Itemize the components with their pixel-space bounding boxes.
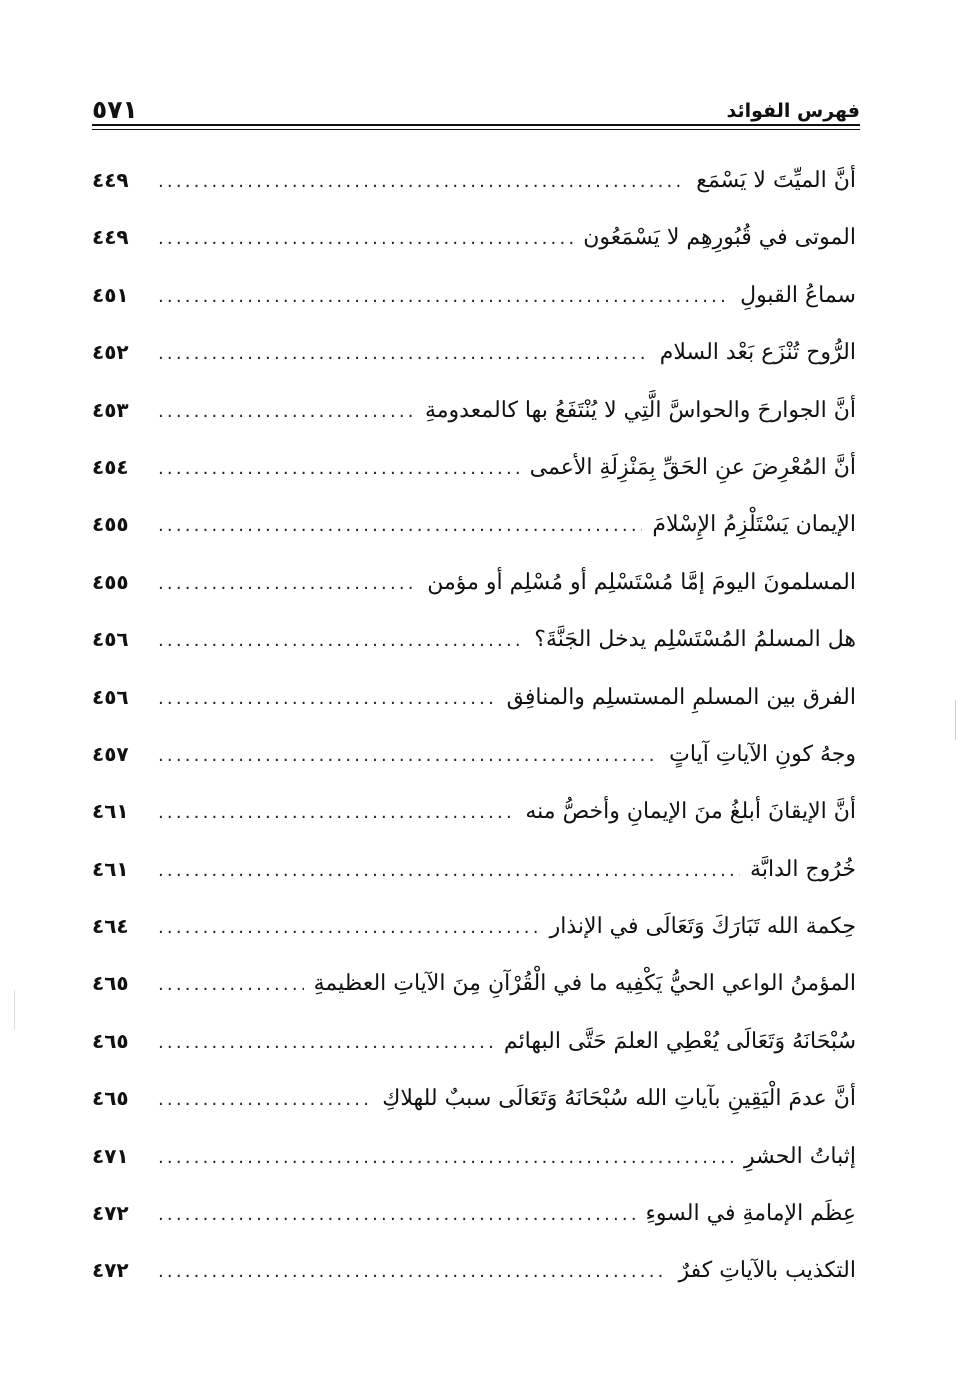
header-rule-thin xyxy=(92,129,860,130)
index-entry xyxy=(92,615,856,672)
header-rule xyxy=(92,124,860,126)
index-entry xyxy=(92,902,856,959)
entry-title: أنَّ عدمَ الْيَقِينِ بآياتِ الله سُبْحَانَهُ وَتَعَالَى سببٌ للهلاكِ xyxy=(382,1086,856,1112)
dot-leader xyxy=(158,460,520,478)
entry-page-number: ٤٥٧ xyxy=(92,741,129,766)
dot-leader xyxy=(158,517,642,535)
entry-title: حِكمة الله تَبَارَكَ وَتَعَالَى في الإنذار xyxy=(549,914,856,940)
dot-leader xyxy=(158,919,540,937)
index-entry xyxy=(92,443,856,500)
dot-leader xyxy=(158,1263,668,1281)
scan-margin-mark xyxy=(955,700,956,740)
entry-page-number: ٤٧٢ xyxy=(92,1201,129,1226)
index-entry xyxy=(92,959,856,1016)
entry-title: وجهُ كونِ الآياتِ آياتٍ xyxy=(669,741,856,767)
index-list xyxy=(92,156,856,1304)
dot-leader xyxy=(158,632,524,650)
entry-title: أنَّ الإيقانَ أبلغُ منَ الإيمانِ وأخصُّ منه xyxy=(525,799,856,825)
entry-title: أنَّ الجوارحَ والحواسَّ الَّتِي لا يُنْتَفَعُ بها كالمعدومةِ xyxy=(424,397,856,423)
entry-title: التكذيب بالآياتِ كفرٌ xyxy=(678,1258,856,1284)
index-entry xyxy=(92,730,856,787)
entry-page-number: ٤٥٦ xyxy=(92,684,129,709)
dot-leader xyxy=(158,1034,494,1052)
dot-leader xyxy=(158,690,497,708)
index-entry xyxy=(92,1132,856,1189)
dot-leader xyxy=(158,1149,734,1167)
index-entry xyxy=(92,1189,856,1246)
index-entry xyxy=(92,386,856,443)
entry-title: المؤمنُ الواعي الحيُّ يَكْفِيه ما في الْقُرْآنِ مِنَ الآياتِ العظيمةِ xyxy=(313,971,856,997)
entry-page-number: ٤٥١ xyxy=(92,282,129,307)
entry-page-number: ٤٦٤ xyxy=(92,914,129,939)
dot-leader xyxy=(158,575,417,593)
entry-title: الإيمان يَسْتَلْزِمُ الإِسْلامَ xyxy=(652,512,856,538)
entry-page-number: ٤٤٩ xyxy=(92,225,129,250)
dot-leader xyxy=(158,1206,635,1224)
entry-title: سماعُ القبولِ xyxy=(740,282,856,308)
entry-page-number: ٤٦٥ xyxy=(92,971,129,996)
index-entry xyxy=(92,787,856,844)
index-entry xyxy=(92,328,856,385)
dot-leader xyxy=(158,862,740,880)
entry-page-number: ٤٥٣ xyxy=(92,397,129,422)
entry-page-number: ٤٤٩ xyxy=(92,168,129,192)
entry-title: خُرُوج الدابَّة xyxy=(750,856,856,882)
header-page-number: ٥٧١ xyxy=(92,95,138,124)
dot-leader xyxy=(158,345,650,363)
index-entry xyxy=(92,271,856,328)
entry-title: إثباتُ الحشرِ xyxy=(743,1143,856,1169)
dot-leader xyxy=(158,804,515,822)
entry-title: هل المسلمُ المُسْتَسْلِم يدخل الجَنَّةَ؟ xyxy=(534,627,856,653)
entry-page-number: ٤٦١ xyxy=(92,856,129,881)
entry-title: أنَّ المُعْرِضَ عنِ الحَقِّ بِمَنْزِلَةِ الأعمى xyxy=(529,454,856,480)
entry-title: سُبْحَانَهُ وَتَعَالَى يُعْطِي العلمَ حَتَّى البهائم xyxy=(503,1028,856,1054)
dot-leader xyxy=(158,747,659,765)
dot-leader xyxy=(158,1091,372,1109)
entry-page-number: ٤٧٢ xyxy=(92,1258,129,1283)
entry-page-number: ٤٧١ xyxy=(92,1143,129,1168)
entry-page-number: ٤٦١ xyxy=(92,799,129,824)
index-entry xyxy=(92,1074,856,1131)
index-entry xyxy=(92,1246,856,1303)
entry-title: الفرق بين المسلمِ المستسلِم والمنافِق xyxy=(506,684,856,710)
entry-page-number: ٤٥٥ xyxy=(92,569,129,594)
entry-page-number: ٤٦٥ xyxy=(92,1086,129,1111)
dot-leader xyxy=(158,403,415,421)
dot-leader xyxy=(158,230,573,248)
scan-margin-mark xyxy=(14,990,15,1030)
entry-page-number: ٤٥٤ xyxy=(92,454,129,479)
index-entry xyxy=(92,500,856,557)
entry-page-number: ٤٥٦ xyxy=(92,627,129,652)
entry-title: الموتى في قُبُورِهِم لا يَسْمَعُون xyxy=(583,225,856,251)
dot-leader xyxy=(158,173,686,191)
index-entry xyxy=(92,156,856,213)
index-entry xyxy=(92,845,856,902)
entry-page-number: ٤٦٥ xyxy=(92,1028,129,1053)
entry-title: عِظَم الإمامةِ في السوءِ xyxy=(645,1201,856,1227)
running-header xyxy=(92,86,860,124)
index-entry xyxy=(92,673,856,730)
dot-leader xyxy=(158,976,304,994)
dot-leader xyxy=(158,288,730,306)
index-entry xyxy=(92,1017,856,1074)
header-title: فهرس الفوائد xyxy=(726,100,860,122)
index-entry xyxy=(92,558,856,615)
entry-title: أنَّ الميِّتَ لا يَسْمَع xyxy=(696,168,856,193)
entry-title: المسلمونَ اليومَ إمَّا مُسْتَسْلِم أو مُسْلِم أو مؤمن xyxy=(427,569,856,595)
entry-page-number: ٤٥٢ xyxy=(92,340,129,365)
entry-page-number: ٤٥٥ xyxy=(92,512,129,537)
entry-title: الرُّوح تُنْزَع بَعْد السلام xyxy=(659,340,856,366)
index-entry xyxy=(92,213,856,270)
